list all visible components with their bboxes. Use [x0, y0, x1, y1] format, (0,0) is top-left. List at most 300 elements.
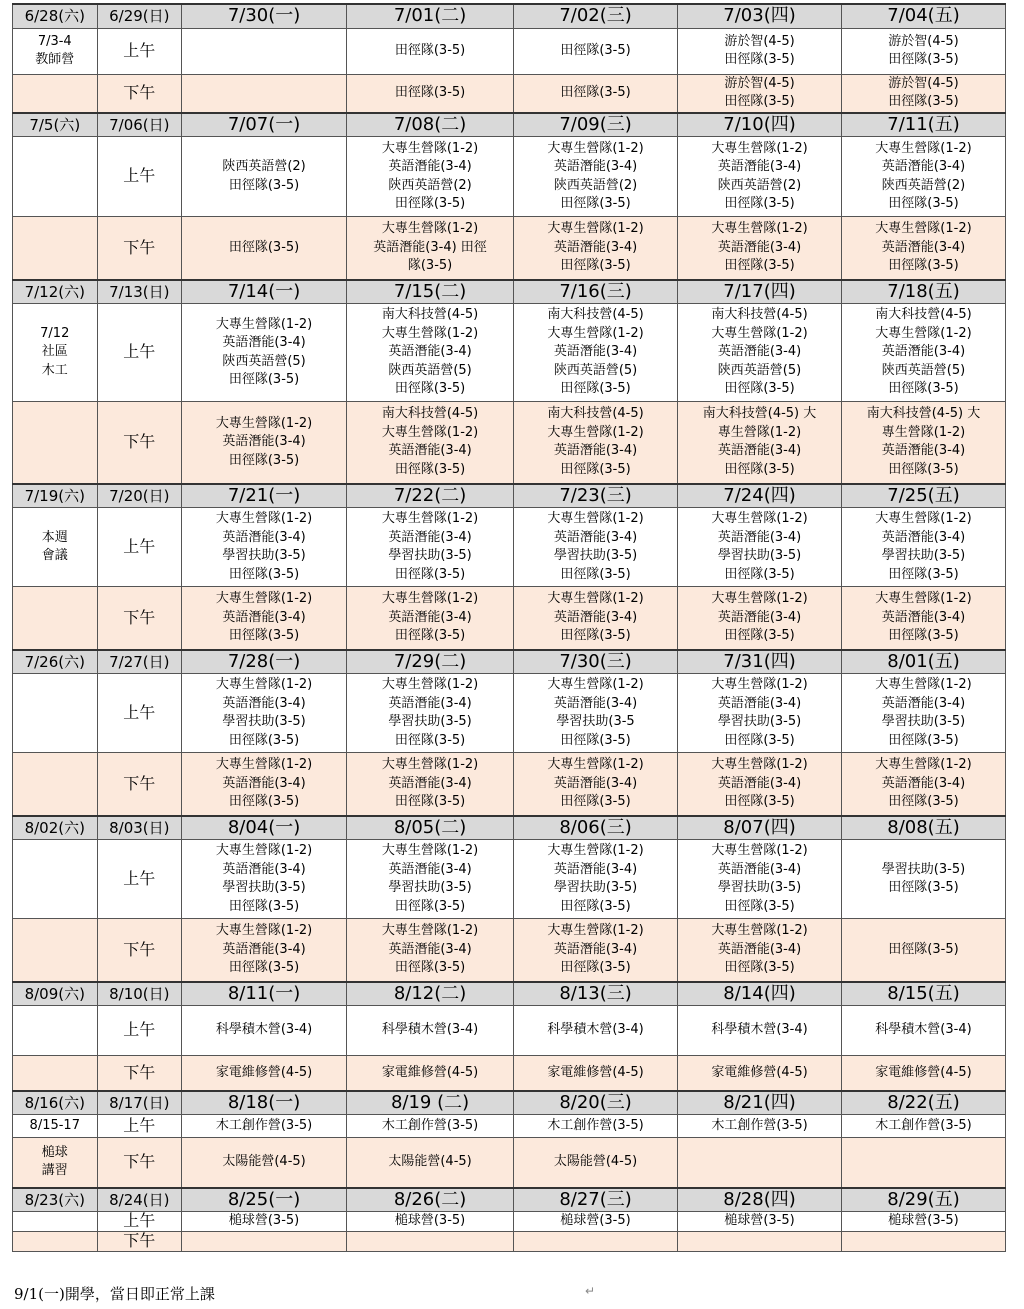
activity-cell [842, 1232, 1006, 1252]
activity-line: 田徑隊(3-5) [228, 452, 300, 468]
activity-line: 下午 [123, 773, 156, 793]
activity-line: 家電維修營(4-5) [215, 1064, 313, 1080]
activity-cell [678, 217, 842, 280]
activity-line: 田徑隊(3-5) [888, 794, 959, 809]
activity-line: 上午 [123, 1211, 156, 1231]
activity-line: 田徑隊(3-5) [724, 94, 795, 109]
time-slot-label [97, 1006, 182, 1056]
activity-line: 田徑隊(3-5) [228, 794, 300, 809]
activity-line: 木工創作營(3-5) [547, 1117, 644, 1133]
date-cell: 7/10(四) [678, 113, 842, 137]
date-cell: 7/30(三) [514, 650, 678, 674]
activity-line: 陝西英語營(5) [553, 362, 638, 378]
activity-cell [678, 753, 842, 816]
morning-row [13, 1006, 1006, 1056]
activity-line: 陝西英語營(5) [222, 353, 306, 369]
activity-line: 下午 [123, 1231, 156, 1250]
activity-line: 大專生營隊(1-2) [381, 424, 479, 440]
activity-line: 太陽能營(4-5) [388, 1154, 472, 1169]
date-cell: 7/16(三) [514, 280, 678, 304]
date-cell: 8/29(五) [842, 1188, 1006, 1212]
activity-cell [182, 217, 347, 280]
activity-line: 英語潛能(3-4) [222, 335, 306, 350]
activity-line: 上午 [123, 1020, 156, 1040]
activity-line: 田徑隊(3-5) [228, 239, 300, 255]
activity-line: 田徑隊(3-5) [560, 84, 631, 100]
activity-line: 田徑隊(3-5) [394, 960, 466, 975]
activity-line: 田徑隊(3-5) [228, 898, 300, 914]
activity-cell [514, 1232, 678, 1252]
activity-line: 科學積木營(3-4) [547, 1022, 644, 1038]
morning-row [13, 304, 1006, 402]
activity-cell [182, 28, 347, 74]
paragraph-mark-icon: ↵ [585, 1284, 596, 1298]
activity-cell [514, 840, 678, 919]
activity-cell [182, 1212, 347, 1232]
activity-line: 游於智(4-5) [888, 33, 959, 49]
activity-line: 學習扶助(3-5) [222, 880, 306, 895]
morning-row [13, 508, 1006, 587]
activity-line: 英語潛能(3-4) [717, 344, 802, 360]
activity-cell [182, 402, 347, 484]
activity-line: 英語潛能(3-4) [717, 529, 802, 545]
note-cell [13, 674, 98, 753]
activity-line: 田徑隊(3-5) [888, 732, 959, 748]
activity-line: 大專生營隊(1-2) [381, 140, 479, 156]
activity-cell [842, 587, 1006, 650]
activity-line: 英語潛能(3-4) [388, 609, 472, 625]
activity-line: 田徑隊(3-5) [394, 732, 466, 748]
note-cell [13, 304, 98, 402]
activity-cell [514, 1138, 678, 1188]
activity-line: 上午 [123, 342, 156, 362]
date-cell: 7/30(一) [182, 4, 347, 28]
activity-line: 大專生營隊(1-2) [215, 316, 313, 332]
activity-line: 大專生營隊(1-2) [381, 677, 479, 692]
activity-line: 田徑隊(3-5) [394, 42, 466, 58]
date-cell: 7/23(三) [514, 484, 678, 508]
activity-cell [347, 28, 514, 74]
activity-line: 英語潛能(3-4) [388, 775, 472, 791]
activity-cell [182, 753, 347, 816]
activity-line: 大專生營隊(1-2) [547, 843, 644, 858]
activity-line: 英語潛能(3-4) [553, 941, 638, 957]
activity-line: 英語潛能(3-4) [881, 609, 966, 625]
activity-line: 英語潛能(3-4) [553, 159, 638, 174]
activity-line: 英語潛能(3-4) [717, 159, 802, 174]
morning-row [13, 674, 1006, 753]
activity-line: 家電維修營(4-5) [711, 1064, 808, 1080]
date-cell: 8/02(六) [13, 816, 98, 840]
activity-line: 英語潛能(3-4) [222, 861, 306, 877]
activity-line: 田徑隊(3-5) [228, 732, 300, 748]
activity-line: 學習扶助(3-5) [881, 861, 966, 877]
activity-line: 英語潛能(3-4) [881, 695, 966, 711]
activity-line: 田徑隊(3-5) [724, 196, 795, 211]
activity-line: 田徑隊(3-5) [888, 628, 959, 643]
activity-cell [347, 753, 514, 816]
activity-line: 英語潛能(3-4) [717, 443, 802, 459]
activity-line: 學習扶助(3-5) [553, 548, 638, 563]
activity-cell [514, 28, 678, 74]
activity-line: 英語潛能(3-4) [553, 861, 638, 877]
activity-line: 槌球營(3-5) [394, 1213, 466, 1229]
activity-line: 木工 [41, 362, 68, 378]
activity-cell [347, 1232, 514, 1252]
date-cell: 8/08(五) [842, 816, 1006, 840]
activity-line: 大專生營隊(1-2) [547, 757, 644, 772]
activity-cell [678, 1006, 842, 1056]
activity-cell [347, 508, 514, 587]
date-cell: 8/06(三) [514, 816, 678, 840]
date-cell: 8/17(日) [97, 1091, 182, 1115]
activity-cell [514, 674, 678, 753]
activity-cell [678, 137, 842, 217]
activity-cell [842, 1138, 1006, 1188]
morning-row [13, 28, 1006, 74]
activity-cell [182, 1138, 347, 1188]
date-cell: 8/10(日) [97, 982, 182, 1006]
activity-line: 7/3-4 [37, 33, 72, 49]
activity-line: 學習扶助(3-5) [388, 548, 472, 563]
note-cell [13, 919, 98, 982]
activity-line: 英語潛能(3-4) [717, 609, 802, 625]
activity-line: 田徑隊(3-5) [394, 381, 466, 397]
activity-cell [678, 508, 842, 587]
date-cell: 8/15(五) [842, 982, 1006, 1006]
activity-line: 陝西英語營(5) [881, 362, 966, 378]
week-header-row [13, 113, 1006, 137]
activity-line: 英語潛能(3-4) [222, 775, 306, 791]
date-cell: 8/20(三) [514, 1091, 678, 1115]
activity-line: 英語潛能(3-4) [388, 344, 472, 360]
activity-line: 大專生營隊(1-2) [711, 843, 808, 858]
activity-cell [678, 919, 842, 982]
date-cell: 7/22(二) [347, 484, 514, 508]
activity-cell [842, 217, 1006, 280]
date-cell: 6/28(六) [13, 4, 98, 28]
time-slot-label [97, 402, 182, 484]
activity-line: 大專生營隊(1-2) [215, 843, 313, 858]
date-cell: 8/21(四) [678, 1091, 842, 1115]
activity-cell [514, 1056, 678, 1091]
activity-line: 英語潛能(3-4) [388, 941, 472, 957]
activity-line: 學習扶助(3-5) [717, 714, 802, 729]
activity-line: 大專生營隊(1-2) [711, 757, 808, 772]
activity-line: 大專生營隊(1-2) [711, 325, 808, 341]
activity-line: 科學積木營(3-4) [711, 1022, 808, 1038]
activity-cell [678, 1232, 842, 1252]
time-slot-label [97, 753, 182, 816]
time-slot-label [97, 1232, 182, 1252]
activity-line: 大專生營隊(1-2) [711, 221, 808, 236]
activity-line: 下午 [123, 432, 156, 451]
activity-line: 田徑隊(3-5) [724, 732, 795, 748]
activity-line: 大專生營隊(1-2) [547, 923, 644, 938]
activity-line: 大專生營隊(1-2) [711, 677, 808, 692]
date-cell: 8/12(二) [347, 982, 514, 1006]
time-slot-label [97, 304, 182, 402]
activity-line: 田徑隊(3-5) [724, 461, 795, 477]
activity-line: 學習扶助(3-5) [222, 548, 306, 563]
afternoon-row [13, 1232, 1006, 1252]
activity-line: 英語潛能(3-4) [881, 239, 966, 255]
activity-line: 大專生營隊(1-2) [711, 923, 808, 938]
activity-line: 南大科技營(4-5) 大 [866, 406, 981, 422]
activity-line: 大專生營隊(1-2) [875, 221, 972, 236]
note-cell [13, 1056, 98, 1091]
date-cell: 7/12(六) [13, 280, 98, 304]
activity-line: 學習扶助(3-5) [881, 714, 966, 729]
activity-line: 講習 [41, 1163, 68, 1179]
activity-line: 英語潛能(3-4) [553, 529, 638, 545]
time-slot-label [97, 74, 182, 113]
activity-line: 陝西英語營(5) [388, 362, 472, 378]
activity-line: 本週 [41, 529, 68, 545]
week-header-row [13, 484, 1006, 508]
activity-line: 下午 [123, 939, 156, 959]
afternoon-row [13, 1138, 1006, 1188]
activity-line: 英語潛能(3-4) [553, 239, 638, 255]
activity-line: 英語潛能(3-4) [388, 159, 472, 174]
morning-row [13, 840, 1006, 919]
activity-line: 大專生營隊(1-2) [381, 221, 479, 236]
activity-line: 田徑隊(3-5) [394, 566, 466, 582]
activity-cell [678, 1056, 842, 1091]
date-cell: 7/02(三) [514, 4, 678, 28]
activity-line: 家電維修營(4-5) [381, 1064, 479, 1080]
date-cell: 7/09(三) [514, 113, 678, 137]
activity-line: 田徑隊(3-5) [560, 732, 631, 748]
activity-cell [514, 753, 678, 816]
activity-line: 大專生營隊(1-2) [381, 923, 479, 938]
note-cell [13, 1232, 98, 1252]
activity-cell [182, 508, 347, 587]
activity-line: 木工創作營(3-5) [875, 1117, 972, 1133]
activity-line: 大專生營隊(1-2) [381, 325, 479, 341]
activity-cell [678, 1212, 842, 1232]
date-cell: 8/03(日) [97, 816, 182, 840]
activity-line: 田徑隊(3-5) [888, 258, 959, 273]
activity-line: 南大科技營(4-5) [547, 307, 644, 323]
activity-line: 專生營隊(1-2) [881, 424, 966, 440]
activity-line: 大專生營隊(1-2) [875, 140, 972, 156]
date-cell: 7/07(一) [182, 113, 347, 137]
activity-cell [678, 28, 842, 74]
activity-cell [678, 1115, 842, 1138]
afternoon-row [13, 217, 1006, 280]
date-cell: 7/5(六) [13, 113, 98, 137]
activity-line: 下午 [123, 82, 156, 102]
activity-line: 英語潛能(3-4) [222, 609, 306, 625]
activity-line: 大專生營隊(1-2) [711, 140, 808, 156]
date-cell: 7/03(四) [678, 4, 842, 28]
activity-line: 木工創作營(3-5) [711, 1117, 808, 1133]
date-cell: 7/06(日) [97, 113, 182, 137]
activity-line: 田徑隊(3-5) [888, 196, 959, 211]
activity-cell [678, 840, 842, 919]
activity-line: 南大科技營(4-5) [547, 406, 644, 422]
activity-cell [842, 402, 1006, 484]
activity-line: 大專生營隊(1-2) [215, 677, 313, 692]
activity-cell [514, 587, 678, 650]
activity-cell [182, 304, 347, 402]
activity-cell [842, 28, 1006, 74]
activity-line: 家電維修營(4-5) [547, 1064, 644, 1080]
date-cell: 7/19(六) [13, 484, 98, 508]
activity-cell [514, 304, 678, 402]
activity-cell [347, 919, 514, 982]
activity-line: 英語潛能(3-4) [881, 775, 966, 791]
activity-line: 大專生營隊(1-2) [381, 511, 479, 526]
date-cell: 8/13(三) [514, 982, 678, 1006]
afternoon-row [13, 402, 1006, 484]
date-cell: 8/28(四) [678, 1188, 842, 1212]
activity-line: 英語潛能(3-4) [717, 941, 802, 957]
date-cell: 7/26(六) [13, 650, 98, 674]
activity-line: 大專生營隊(1-2) [215, 923, 313, 938]
afternoon-row [13, 587, 1006, 650]
activity-line: 英語潛能(3-4) [553, 443, 638, 459]
activity-line: 英語潛能(3-4) [717, 695, 802, 711]
activity-cell [347, 1212, 514, 1232]
activity-cell [182, 137, 347, 217]
activity-line: 田徑隊(3-5) [560, 381, 631, 397]
note-cell [13, 28, 98, 74]
activity-cell [678, 674, 842, 753]
activity-line: 英語潛能(3-4) [388, 861, 472, 877]
date-cell: 8/01(五) [842, 650, 1006, 674]
activity-line: 上午 [123, 1115, 156, 1135]
activity-line: 大專生營隊(1-2) [381, 757, 479, 772]
date-cell: 7/11(五) [842, 113, 1006, 137]
time-slot-label [97, 1056, 182, 1091]
activity-cell [182, 1006, 347, 1056]
activity-line: 上午 [123, 868, 156, 888]
note-cell [13, 1212, 98, 1232]
activity-line: 8/15-17 [29, 1117, 80, 1133]
activity-line: 英語潛能(3-4) [717, 775, 802, 791]
activity-cell [182, 1232, 347, 1252]
activity-cell [347, 587, 514, 650]
activity-cell [842, 1006, 1006, 1056]
activity-cell [347, 137, 514, 217]
activity-cell [347, 304, 514, 402]
activity-line: 大專生營隊(1-2) [547, 221, 644, 236]
date-cell: 8/11(一) [182, 982, 347, 1006]
activity-line: 田徑隊(3-5) [724, 52, 795, 67]
activity-line: 上午 [123, 166, 156, 186]
time-slot-label [97, 1138, 182, 1188]
activity-line: 下午 [123, 1062, 156, 1082]
activity-line: 英語潛能(3-4) [881, 344, 966, 360]
activity-line: 太陽能營(4-5) [553, 1154, 638, 1169]
activity-line: 大專生營隊(1-2) [547, 325, 644, 341]
date-cell: 7/15(二) [347, 280, 514, 304]
activity-line: 田徑隊(3-5) [394, 461, 466, 477]
date-cell: 6/29(日) [97, 4, 182, 28]
activity-cell [347, 840, 514, 919]
date-cell: 8/24(日) [97, 1188, 182, 1212]
activity-line: 木工創作營(3-5) [381, 1117, 479, 1133]
activity-line: 專生營隊(1-2) [717, 424, 802, 440]
activity-line: 學習扶助(3-5) [222, 714, 306, 729]
time-slot-label [97, 919, 182, 982]
activity-cell [347, 402, 514, 484]
date-cell: 8/04(一) [182, 816, 347, 840]
activity-line: 英語潛能(3-4) [388, 695, 472, 711]
note-cell [13, 137, 98, 217]
activity-line: 田徑隊(3-5) [888, 880, 959, 895]
activity-cell [842, 674, 1006, 753]
activity-cell [514, 919, 678, 982]
afternoon-row [13, 753, 1006, 816]
activity-cell [347, 674, 514, 753]
activity-line: 南大科技營(4-5) 大 [702, 406, 817, 422]
activity-line: 槌球營(3-5) [888, 1213, 959, 1229]
activity-cell [347, 1138, 514, 1188]
activity-cell [182, 840, 347, 919]
activity-line: 田徑隊(3-5) [228, 372, 300, 387]
activity-line: 田徑隊(3-5) [394, 196, 466, 211]
activity-line: 田徑隊(3-5) [888, 461, 959, 477]
activity-cell [842, 74, 1006, 113]
activity-line: 田徑隊(3-5) [228, 960, 300, 975]
activity-line: 英語潛能(3-4) [388, 443, 472, 459]
activity-line: 陝西英語營(2) [553, 177, 638, 193]
activity-line: 田徑隊(3-5) [228, 566, 300, 582]
date-cell: 7/08(二) [347, 113, 514, 137]
morning-row [13, 1212, 1006, 1232]
summer-schedule-table [12, 3, 1006, 1252]
activity-cell [182, 1115, 347, 1138]
activity-line: 田徑隊(3-5) [724, 898, 795, 914]
activity-line: 英語潛能(3-4) [717, 239, 802, 255]
activity-line: 英語潛能(3-4) [881, 443, 966, 459]
morning-row [13, 137, 1006, 217]
activity-line: 田徑隊(3-5) [560, 461, 631, 477]
activity-line: 下午 [123, 607, 156, 627]
activity-line: 大專生營隊(1-2) [875, 757, 972, 772]
activity-cell [678, 74, 842, 113]
activity-cell [347, 1115, 514, 1138]
activity-line: 下午 [123, 237, 156, 257]
time-slot-label [97, 587, 182, 650]
date-cell: 7/20(日) [97, 484, 182, 508]
date-cell: 8/16(六) [13, 1091, 98, 1115]
activity-line: 南大科技營(4-5) [875, 307, 972, 323]
activity-line: 田徑隊(3-5) [228, 628, 300, 643]
activity-cell [182, 674, 347, 753]
activity-line: 南大科技營(4-5) [381, 307, 479, 323]
activity-line: 英語潛能(3-4) [222, 434, 306, 449]
date-cell: 7/27(日) [97, 650, 182, 674]
activity-line: 田徑隊(3-5) [560, 42, 631, 58]
activity-line: 太陽能營(4-5) [222, 1154, 306, 1169]
activity-line: 大專生營隊(1-2) [547, 677, 644, 692]
date-cell: 7/14(一) [182, 280, 347, 304]
afternoon-row [13, 74, 1006, 113]
date-cell: 7/13(日) [97, 280, 182, 304]
activity-line: 科學積木營(3-4) [381, 1022, 479, 1038]
activity-line: 上午 [123, 702, 156, 722]
activity-line: 田徑隊(3-5) [724, 628, 795, 643]
activity-cell [842, 1115, 1006, 1138]
activity-line: 學習扶助(3-5) [881, 548, 966, 563]
activity-line: 田徑隊(3-5) [724, 960, 795, 975]
activity-line: 游於智(4-5) [724, 75, 795, 91]
activity-line: 田徑隊(3-5) [394, 84, 466, 100]
